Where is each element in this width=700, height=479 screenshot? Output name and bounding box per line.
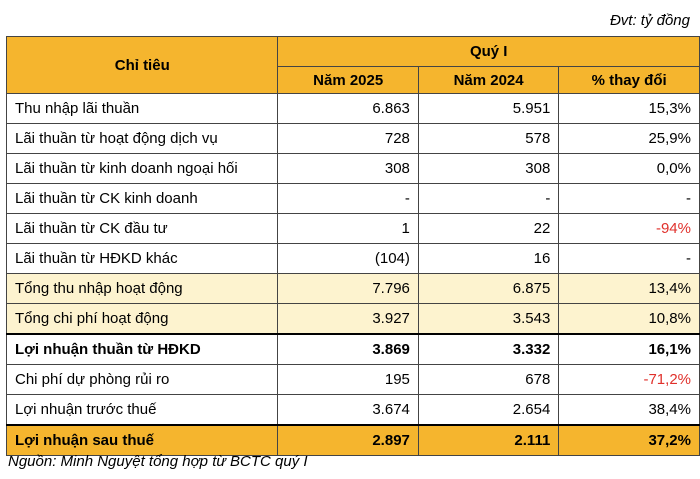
- table-row: [7, 395, 700, 426]
- value-2025: 3.674: [278, 395, 418, 426]
- value-2024: 22: [418, 214, 558, 244]
- table-row: [7, 214, 700, 244]
- row-label: Lãi thuần từ HĐKD khác: [7, 244, 278, 274]
- value-2025: (104): [278, 244, 418, 274]
- value-change: 25,9%: [559, 124, 700, 154]
- table-body: [7, 94, 700, 456]
- row-label: Lãi thuần từ hoạt động dịch vụ: [7, 124, 278, 154]
- value-2025: 195: [278, 365, 418, 395]
- value-2024: 5.951: [418, 94, 558, 124]
- row-label: Lợi nhuận thuần từ HĐKD: [7, 334, 278, 365]
- table-row: [7, 274, 700, 304]
- value-2025: 308: [278, 154, 418, 184]
- table-row: [7, 304, 700, 335]
- value-2025: 1: [278, 214, 418, 244]
- source-note: Nguồn: Minh Nguyệt tổng hợp từ BCTC quý I: [8, 453, 308, 470]
- row-label: Lãi thuần từ CK kinh doanh: [7, 184, 278, 214]
- table-row: [7, 334, 700, 365]
- value-2025: 3.869: [278, 334, 418, 365]
- value-2024: 578: [418, 124, 558, 154]
- table-row: [7, 94, 700, 124]
- value-2024: 16: [418, 244, 558, 274]
- value-change: 15,3%: [559, 94, 700, 124]
- header-year-2024: Năm 2024: [418, 67, 558, 94]
- table-row: [7, 124, 700, 154]
- value-change: -: [559, 184, 700, 214]
- value-change: -94%: [559, 214, 700, 244]
- table-row: [7, 154, 700, 184]
- value-2025: 2.897: [278, 425, 418, 456]
- value-2024: 308: [418, 154, 558, 184]
- row-label: Thu nhập lãi thuần: [7, 94, 278, 124]
- value-2024: -: [418, 184, 558, 214]
- value-2024: 2.654: [418, 395, 558, 426]
- value-2024: 678: [418, 365, 558, 395]
- row-label: Lãi thuần từ CK đầu tư: [7, 214, 278, 244]
- value-change: -: [559, 244, 700, 274]
- value-2025: 6.863: [278, 94, 418, 124]
- value-change: -71,2%: [559, 365, 700, 395]
- value-change: 16,1%: [559, 334, 700, 365]
- value-change: 10,8%: [559, 304, 700, 335]
- value-change: 0,0%: [559, 154, 700, 184]
- value-2024: 3.543: [418, 304, 558, 335]
- row-label: Lợi nhuận sau thuế: [7, 425, 278, 456]
- header-period: Quý I: [278, 37, 700, 67]
- value-2025: -: [278, 184, 418, 214]
- unit-label: Đvt: tỷ đồng: [609, 12, 690, 29]
- value-2024: 3.332: [418, 334, 558, 365]
- financial-table: [6, 36, 700, 456]
- row-label: Tổng chi phí hoạt động: [7, 304, 278, 335]
- value-change: 38,4%: [559, 395, 700, 426]
- value-2024: 6.875: [418, 274, 558, 304]
- row-label: Lợi nhuận trước thuế: [7, 395, 278, 426]
- value-2024: 2.111: [418, 425, 558, 456]
- value-2025: 3.927: [278, 304, 418, 335]
- row-label: Chi phí dự phòng rủi ro: [7, 365, 278, 395]
- header-indicator: Chỉ tiêu: [7, 37, 278, 94]
- header-year-2025: Năm 2025: [278, 67, 418, 94]
- value-2025: 728: [278, 124, 418, 154]
- value-2025: 7.796: [278, 274, 418, 304]
- value-change: 37,2%: [559, 425, 700, 456]
- table-row: [7, 244, 700, 274]
- table-row: [7, 184, 700, 214]
- table-row: [7, 365, 700, 395]
- header-change: % thay đổi: [559, 67, 700, 94]
- value-change: 13,4%: [559, 274, 700, 304]
- table-row: [7, 425, 700, 456]
- row-label: Tổng thu nhập hoạt động: [7, 274, 278, 304]
- row-label: Lãi thuần từ kinh doanh ngoại hối: [7, 154, 278, 184]
